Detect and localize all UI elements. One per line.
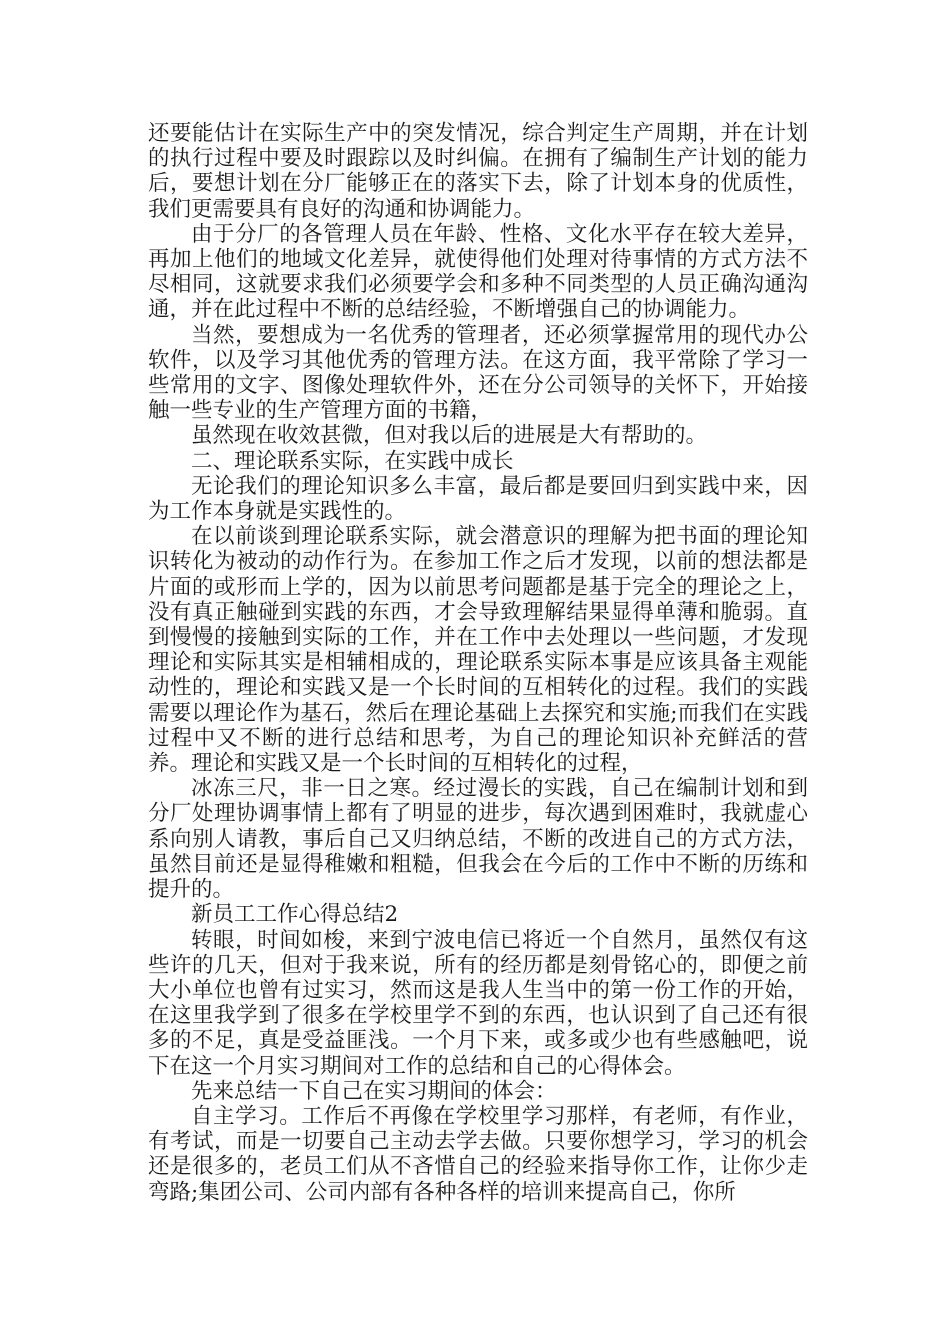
paragraph: 先来总结一下自己在实习期间的体会：: [191, 1078, 557, 1104]
paragraph: 由于分厂的各管理人员在年龄、性格、文化水平存在较大差异，再加上他们的地域文化差异，就使得他们处理对待事情的方式方法不尽相同，这就要求我们必须要学会和多种不同类型的人员正确沟通沟通，并在此过程中不断的总结经验，不断增强自己的协调能力。: [148, 221, 808, 323]
paragraph: 虽然现在收效甚微，但对我以后的进展是大有帮助的。: [191, 423, 708, 449]
section-heading: 二、理论联系实际，在实践中成长: [191, 448, 514, 474]
paragraph: 转眼，时间如梭，来到宁波电信已将近一个自然月，虽然仅有这些许的几天，但对于我来说，所有的经历都是刻骨铭心的，即便之前大小单位也曾有过实习，然而这是我人生当中的第一份工作的开始，在这里我学到了很多在学校里学不到的东西，也认识到了自己还有很多的不足，真是受益匪浅。一个月下来，或多或少也有些感触吧，说下在这一个月实习期间对工作的总结和自己的心得体会。: [148, 927, 808, 1079]
paragraph: 冰冻三尺，非一日之寒。经过漫长的实践，自己在编制计划和到分厂处理协调事情上都有了明显的进步，每次遇到困难时，我就虚心系向别人请教，事后自己又归纳总结，不断的改进自己的方式方法，虽然目前还是显得稚嫩和粗糙，但我会在今后的工作中不断的历练和提升的。: [148, 776, 808, 903]
paragraph: 在以前谈到理论联系实际，就会潜意识的理解为把书面的理论知识转化为被动的动作行为。在参加工作之后才发现，以前的想法都是片面的或形而上学的，因为以前思考问题都是基于完全的理论之上，没有真正触碰到实践的东西，才会导致理解结果显得单薄和脆弱。直到慢慢的接触到实际的工作，并在工作中去处理以一些问题，才发现理论和实际其实是相辅相成的，理论联系实际本事是应该具备主观能动性的，理论和实践又是一个长时间的互相转化的过程。我们的实践需要以理论作为基石，然后在理论基础上去探究和实施;而我们在实践过程中又不断的进行总结和思考，为自己的理论知识补充鲜活的营养。理论和实践又是一个长时间的互相转化的过程，: [148, 524, 808, 777]
article-title: 新员工工作心得总结2: [191, 902, 399, 928]
paragraph: 无论我们的理论知识多么丰富，最后都是要回归到实践中来，因为工作本身就是实践性的。: [148, 473, 808, 525]
paragraph: 自主学习。工作后不再像在学校里学习那样，有老师，有作业，有考试，而是一切要自己主动去学去做。只要你想学习，学习的机会还是很多的，老员工们从不吝惜自己的经验来指导你工作，让你少走弯路;集团公司、公司内部有各种各样的培训来提高自己，你所: [148, 1103, 808, 1205]
paragraph: 还要能估计在实际生产中的突发情况，综合判定生产周期，并在计划的执行过程中要及时跟踪以及时纠偏。在拥有了编制生产计划的能力后，要想计划在分厂能够正在的落实下去，除了计划本身的优质性，我们更需要具有良好的沟通和协调能力。: [148, 121, 808, 222]
paragraph: 当然，要想成为一名优秀的管理者，还必须掌握常用的现代办公软件，以及学习其他优秀的管理方法。在这方面，我平常除了学习一些常用的文字、图像处理软件外，还在分公司领导的关怀下，开始接触一些专业的生产管理方面的书籍，: [148, 322, 808, 424]
document-body: [148, 121, 808, 1205]
